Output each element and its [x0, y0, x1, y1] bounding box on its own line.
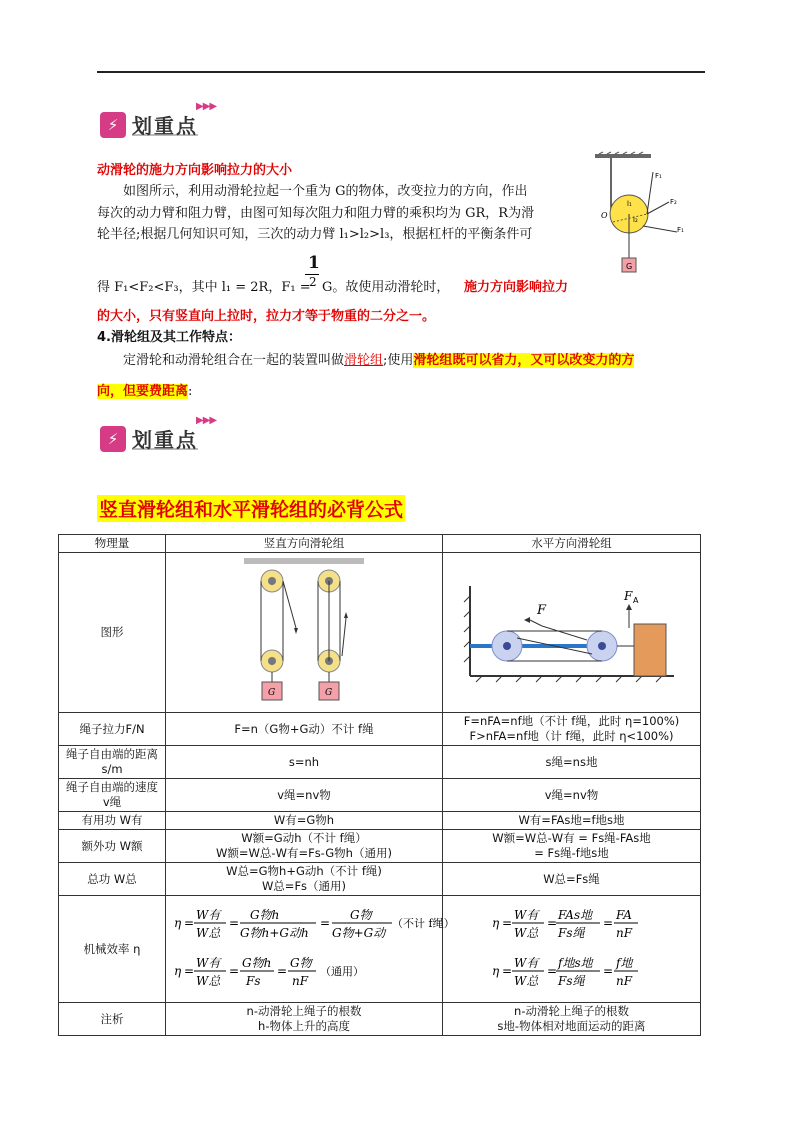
row-label: 绳子自由端的距离 s/m	[59, 746, 166, 779]
table-row	[59, 830, 701, 863]
table-header: 水平方向滑轮组	[443, 535, 701, 553]
svg-text:=: =	[229, 964, 240, 978]
table-row	[59, 779, 701, 812]
svg-text:=: =	[501, 916, 512, 930]
svg-text:=: =	[602, 964, 613, 978]
cell: W有=G物h	[166, 812, 443, 830]
paragraph-line	[123, 350, 634, 371]
svg-text:Fs绳: Fs绳	[557, 926, 584, 940]
svg-text:f地: f地	[615, 956, 632, 970]
row-label: 图形	[59, 553, 166, 713]
row-label: 机械效率 η	[59, 896, 166, 1003]
svg-text:=: =	[229, 916, 240, 930]
weight-label: G	[325, 687, 333, 698]
block-A	[634, 624, 666, 676]
svg-text:η: η	[174, 964, 182, 978]
force-label: F₂	[670, 198, 677, 206]
ceiling	[595, 154, 651, 158]
cell: n-动滑轮上绳子的根数 h-物体上升的高度	[166, 1003, 443, 1036]
table-header: 竖直方向滑轮组	[166, 535, 443, 553]
lightning-icon: ⚡	[100, 112, 126, 138]
section-heading: 动滑轮的施力方向影响拉力的大小	[97, 163, 293, 178]
paragraph-line: 得 F₁<F₂<F₃，其中 l₁ = 2R，F₁ =	[97, 280, 311, 295]
row-label: 额外功 W额	[59, 830, 166, 863]
svg-text:W总: W总	[196, 926, 221, 940]
cell: W总=Fs绳	[443, 863, 701, 896]
cell: W额=W总-W有 = Fs绳-FAs地 = Fs绳-f地s地	[443, 830, 701, 863]
svg-text:=: =	[184, 964, 195, 978]
highlight-text: 滑轮组既可以省力，又可以改变力的方	[413, 353, 635, 368]
arrows-icon: ▶▶▶	[196, 415, 217, 426]
cell: F=nFA=nf地（不计 f绳，此时 η=100%) F>nFA=nf地（计 f绳，此时 η<100%)	[443, 713, 701, 746]
svg-text:W总: W总	[513, 926, 538, 940]
row-label: 绳子拉力F/N	[59, 713, 166, 746]
paragraph-red: 的大小，只有竖直向上拉时，拉力才等于物重的二分之一。	[97, 309, 436, 324]
cell: W总=G物h+G动h（不计 f绳) W总=Fs（通用)	[166, 863, 443, 896]
paragraph-line: 如图所示，利用动滑轮拉起一个重为 G的物体，改变拉力的方向，作出	[123, 184, 528, 199]
movable-pulley-figure	[593, 152, 688, 277]
paragraph-line: G。故使用动滑轮时，	[322, 280, 450, 295]
svg-text:G物: G物	[350, 908, 372, 922]
table-header-row	[59, 535, 701, 553]
horizontal-pulley-figure	[443, 553, 701, 713]
efficiency-horizontal	[443, 896, 701, 1003]
sub-heading: 4.滑轮组及其工作特点：	[97, 330, 241, 345]
efficiency-vertical	[166, 896, 455, 1003]
svg-text:（不计 f绳）: （不计 f绳）	[392, 917, 455, 930]
force-label: F₁	[655, 172, 662, 180]
svg-text:=: =	[602, 916, 613, 930]
table-header: 物理量	[59, 535, 166, 553]
svg-text:=: =	[320, 916, 331, 930]
svg-text:W有: W有	[513, 908, 538, 922]
svg-text:nF: nF	[615, 974, 632, 988]
cell: v绳=nv物	[166, 779, 443, 812]
text-span: ;使用	[383, 353, 414, 368]
cell: s绳=ns地	[443, 746, 701, 779]
fraction-denominator: 2	[309, 275, 317, 289]
svg-text:=: =	[501, 964, 512, 978]
force-label: F₁	[677, 226, 684, 234]
table-row	[59, 746, 701, 779]
force-label: F	[536, 602, 546, 618]
formula-table	[58, 534, 701, 1036]
row-label: 有用功 W有	[59, 812, 166, 830]
cell: F=n（G物+G动）不计 f绳	[166, 713, 443, 746]
svg-text:Fs: Fs	[246, 974, 261, 988]
text-span: :	[188, 384, 193, 399]
table-row	[59, 863, 701, 896]
paragraph-line: 每次的动力臂和阻力臂，由图可知每次阻力和阻力臂的乘积均为 GR，R为滑	[97, 206, 535, 221]
arm-label: l₁	[627, 200, 632, 208]
svg-text:=: =	[277, 964, 288, 978]
svg-text:nF: nF	[615, 926, 632, 940]
row-label: 总功 W总	[59, 863, 166, 896]
pulley-set-2	[318, 570, 348, 700]
formula-title: 竖直滑轮组和水平滑轮组的必背公式	[97, 495, 405, 522]
vertical-pulley-svg	[244, 556, 364, 706]
cell: v绳=nv物	[443, 779, 701, 812]
svg-text:W总: W总	[513, 974, 538, 988]
vertical-pulley-figure	[166, 553, 443, 713]
table-row	[59, 713, 701, 746]
svg-text:W总: W总	[196, 974, 221, 988]
cell: W额=G动h（不计 f绳） W额=W总-W有=Fs-G物h（通用)	[166, 830, 443, 863]
key-point-badge	[100, 101, 217, 139]
arrows-icon: ▶▶▶	[196, 101, 217, 112]
svg-text:W有: W有	[513, 956, 538, 970]
weight-label: G	[626, 262, 633, 271]
table-row	[59, 1003, 701, 1036]
table-row	[59, 896, 701, 1003]
text-span: 定滑轮和动滑轮组合在一起的装置叫做	[123, 353, 345, 368]
svg-text:G物h+G动h: G物h+G动h	[240, 926, 309, 940]
svg-text:FA: FA	[615, 908, 632, 922]
svg-text:η: η	[491, 916, 499, 930]
force-subscript: A	[632, 595, 638, 605]
paragraph-line	[97, 381, 192, 402]
header-rule	[97, 71, 705, 73]
weight-label: G	[268, 687, 276, 698]
pulley-link[interactable]: 滑轮组	[344, 353, 384, 368]
force-label: F	[623, 588, 632, 603]
efficiency-formula-vertical	[170, 897, 455, 997]
svg-text:G物: G物	[290, 956, 312, 970]
svg-text:η: η	[174, 916, 182, 930]
badge-label: 划重点	[132, 428, 198, 452]
fraction-numerator: 1	[308, 253, 320, 273]
table-row	[59, 812, 701, 830]
paragraph-red: 施力方向影响拉力	[464, 280, 569, 295]
svg-text:nF: nF	[292, 974, 309, 988]
svg-text:=: =	[546, 916, 557, 930]
svg-text:η: η	[491, 964, 499, 978]
cell: n-动滑轮上绳子的根数 s地-物体相对地面运动的距离	[443, 1003, 701, 1036]
svg-text:=: =	[184, 916, 195, 930]
badge-label: 划重点	[132, 114, 198, 138]
svg-text:G物h: G物h	[250, 908, 280, 922]
cell: W有=FAs地=f地s地	[443, 812, 701, 830]
efficiency-formula-horizontal	[472, 897, 672, 997]
svg-text:W有: W有	[196, 956, 221, 970]
row-label: 注析	[59, 1003, 166, 1036]
arm-label: l₂	[633, 216, 638, 224]
pulley-set-1	[261, 570, 298, 700]
svg-text:（通用）: （通用）	[320, 965, 364, 978]
svg-text:=: =	[546, 964, 557, 978]
svg-text:f地s地: f地s地	[557, 956, 593, 970]
table-row	[59, 553, 701, 713]
paragraph-line: 轮半径;根据几何知识可知，三次的动力臂 l₁>l₂>l₃，根据杠杆的平衡条件可	[97, 227, 533, 242]
svg-text:G物h: G物h	[242, 956, 272, 970]
cell: s=nh	[166, 746, 443, 779]
svg-text:FAs地: FAs地	[557, 908, 592, 922]
svg-text:W有: W有	[196, 908, 221, 922]
highlight-text: 向，但要费距离	[97, 384, 189, 399]
row-label: 绳子自由端的速度 v绳	[59, 779, 166, 812]
pivot-label: O	[601, 211, 608, 220]
svg-text:Fs绳: Fs绳	[557, 974, 584, 988]
svg-text:G物+G动: G物+G动	[332, 926, 386, 940]
horizontal-pulley-svg	[462, 576, 682, 686]
key-point-badge	[100, 415, 217, 453]
lightning-icon: ⚡	[100, 426, 126, 452]
